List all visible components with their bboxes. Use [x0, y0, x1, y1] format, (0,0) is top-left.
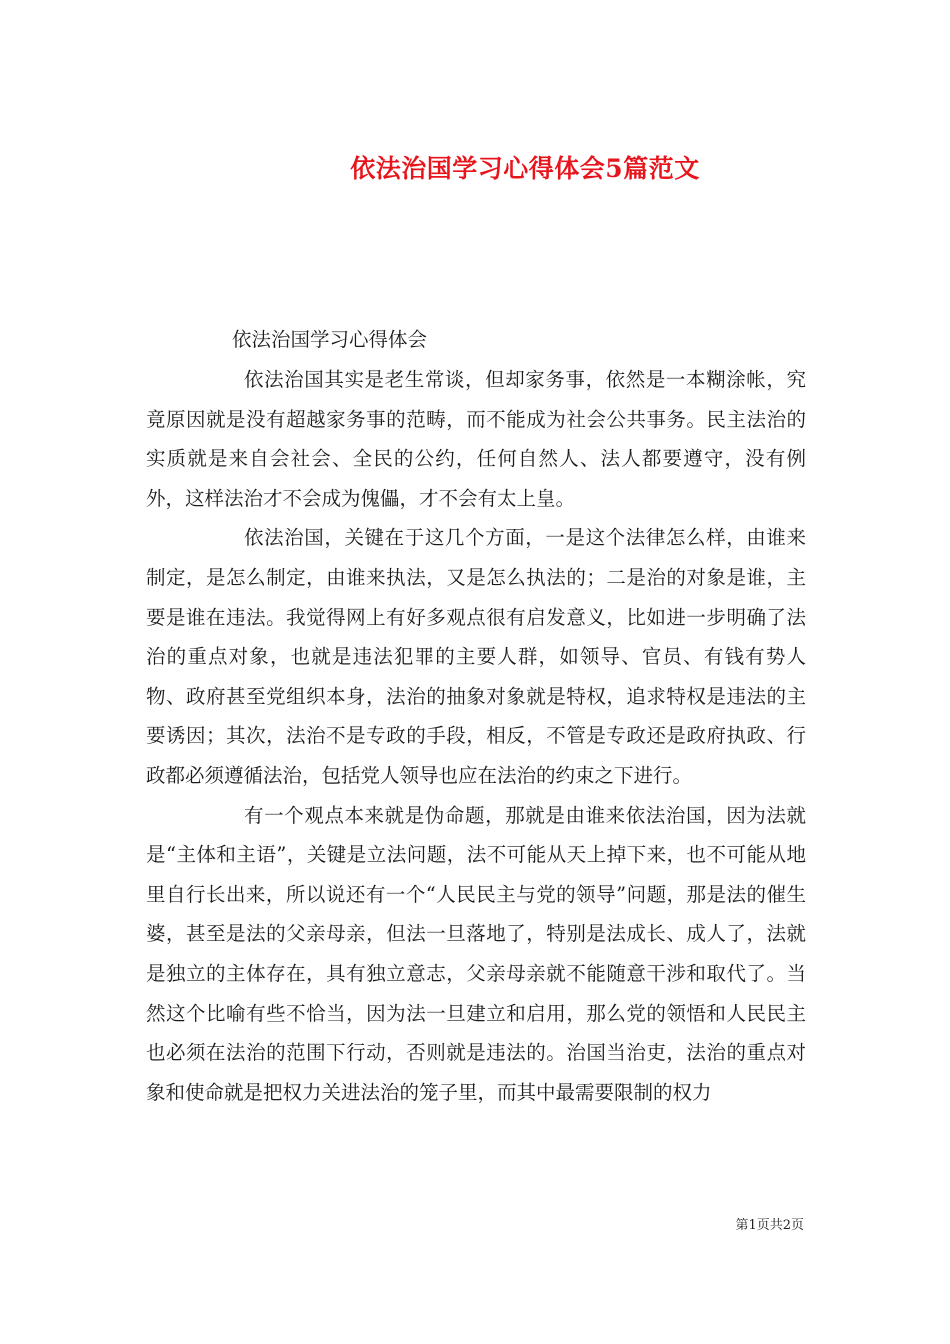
section-subtitle: 依法治国学习心得体会 — [232, 328, 428, 351]
document-title: 依法治国学习心得体会5篇范文 — [350, 153, 700, 183]
page-number-footer: 第1页共2页 — [735, 1218, 804, 1233]
paragraph-2: 依法治国，关键在于这几个方面，一是这个法律怎么样，由谁来制定，是怎么制定，由谁来执法，又是怎么执法的；二是治的对象是谁，主要是谁在违法。我觉得网上有好多观点很有启发意义，比如进一步明确了法治的重点对象，也就是违法犯罪的主要人群，如领导、官员、有钱有势人物、政府甚至党组织本身，法治的抽象对象就是特权，追求特权是违法的主要诱因；其次，法治不是专政的手段，相反，不管是专政还是政府执政、行政都必须遵循法治，包括党人领导也应在法治的约束之下进行。 — [146, 526, 806, 787]
paragraph-3: 有一个观点本来就是伪命题，那就是由谁来依法治国，因为法就是“主体和主语”，关键是立法问题，法不可能从天上掉下来，也不可能从地里自行长出来，所以说还有一个“人民民主与党的领导”问题，那是法的催生婆，甚至是法的父亲母亲，但法一旦落地了，特别是法成长、成人了，法就是独立的主体存在，具有独立意志，父亲母亲就不能随意干涉和取代了。当然这个比喻有些不恰当，因为法一旦建立和启用，那么党的领悟和人民民主也必须在法治的范围下行动，否则就是违法的。治国当治吏，法治的重点对象和使命就是把权力关进法治的笼子里，而其中最需要限制的权力 — [146, 803, 806, 1104]
paragraph-1: 依法治国其实是老生常谈，但却家务事，依然是一本糊涂帐，究竟原因就是没有超越家务事的范畴，而不能成为社会公共事务。民主法治的实质就是来自会社会、全民的公约，任何自然人、法人都要遵守，没有例外，这样法治才不会成为傀儡，才不会有太上皇。 — [146, 368, 806, 510]
document-body — [146, 324, 806, 1112]
